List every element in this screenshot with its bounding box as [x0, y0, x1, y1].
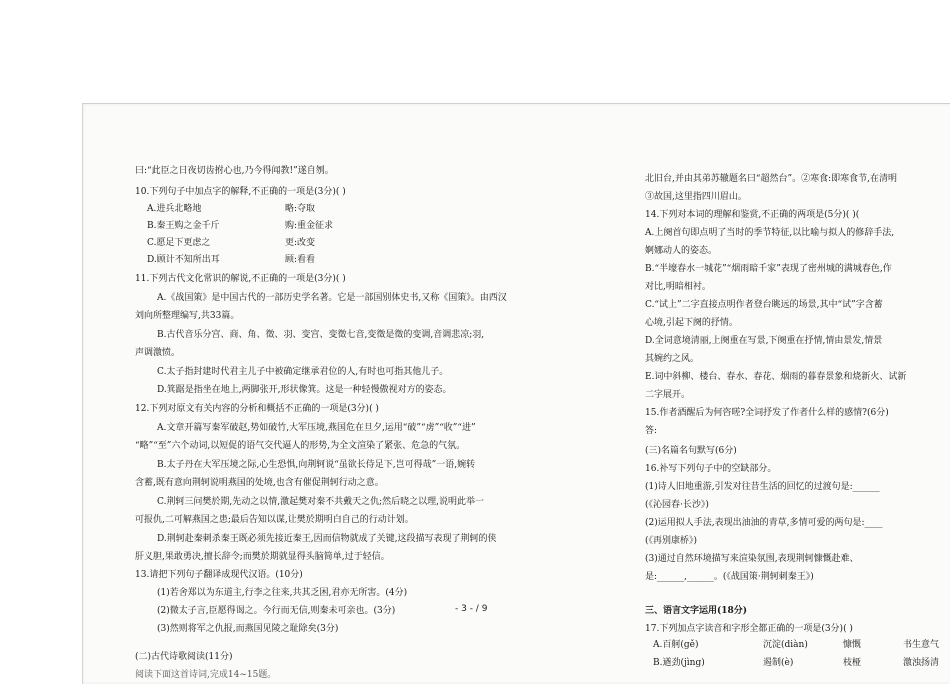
intro-line: 曰:“此臣之日夜切齿拊心也,乃今得闻教!”遂自刎。	[135, 166, 334, 176]
section-2-heading: (二)古代诗歌阅读(11分)	[135, 652, 233, 662]
q12-stem: 12.下列对原文有关内容的分析和概括不正确的一项是(3分)( )	[135, 404, 379, 414]
q17-b-word-1: B.遒劲(jìng)	[653, 658, 705, 668]
q14-option-c-line1: C.“试上”二字直接点明作者登台眺远的场景,其中“试”字含蓄	[645, 300, 883, 310]
q16-item-2-line2: (《再别康桥》)	[645, 536, 698, 546]
q16-item-2-line1: (2)运用拟人手法,表现出油油的青草,多情可爱的两句是:____	[645, 518, 883, 528]
q13-sentence-1: (1)若舍郑以为东道主,行李之往来,共其乏困,君亦无所害。(4分)	[157, 588, 408, 598]
q10-option-c-text: C.愿足下更虑之	[147, 238, 211, 248]
note-line-2: ③故国,这里指四川眉山。	[645, 192, 747, 202]
q17-a-word-2: 沉淀(diàn)	[763, 640, 808, 650]
page-number: - 3 - / 9	[455, 604, 488, 614]
q17-b-word-3: 枝桠	[843, 658, 862, 668]
q10-option-d-gloss: 顾:看看	[285, 255, 316, 265]
q13-stem: 13.请把下列句子翻译成现代汉语。(10分)	[135, 570, 303, 580]
q11-option-a-line2: 刘向所整理编写,共33篇。	[135, 311, 240, 321]
q14-stem: 14.下列对本词的理解和鉴赏,不正确的两项是(5分)( )(	[645, 210, 860, 220]
q12-option-c-line2: 可报仇,二可解燕国之患;最后告知以谋,让樊於期明白自己的行动计划。	[135, 515, 414, 525]
q10-option-d-text: D.顾计不知所出耳	[147, 255, 220, 265]
q12-option-b-line1: B.太子丹在大军压境之际,心生恐惧,向荆轲说“虽欲长侍足下,岂可得哉”一语,婉转	[157, 460, 476, 470]
q14-option-e-line1: E.词中斜柳、楼台、春水、春花、烟雨的暮春景象和烧新火、试新	[645, 372, 907, 382]
q14-option-e-line2: 二字展开。	[645, 390, 691, 400]
q14-option-a-line2: 婀娜动人的姿态。	[645, 246, 718, 256]
q11-option-c: C.太子指封建时代君主儿子中被确定继承君位的人,有时也可指其他儿子。	[157, 367, 449, 377]
q14-option-b-line2: 对比,明暗相衬。	[645, 282, 711, 292]
q16-item-3-line1: (3)通过自然环境描写来渲染氛围,表现荆轲慷慨赴难、	[645, 554, 859, 564]
q13-sentence-2: (2)微太子言,臣愿得谒之。今行而无信,则秦未可亲也。(3分)	[157, 606, 396, 616]
q10-option-b-text: B.秦王购之金千斤	[147, 221, 220, 231]
q10-option-a-gloss: 略:夺取	[285, 204, 316, 214]
section-3-heading: (三)名篇名句默写(6分)	[645, 446, 737, 456]
q14-option-a-line1: A.上阕首句即点明了当时的季节特征,以比喻与拟人的修辞手法,	[645, 228, 895, 238]
q16-item-1-line1: (1)诗人旧地重游,引发对往昔生活的回忆的过渡句是:______	[645, 482, 880, 492]
q16-item-3-line2: 是:______,______。(《战国策·荆轲刺秦王》)	[645, 572, 814, 582]
q16-stem: 16.补写下列句子中的空缺部分。	[645, 464, 777, 474]
q17-b-word-4: 激浊扬清	[903, 658, 940, 668]
q11-stem: 11.下列古代文化常识的解说,不正确的一项是(3分)( )	[135, 274, 346, 284]
q17-b-word-2: 遏制(è)	[763, 658, 794, 668]
q17-a-word-3: 慷慨	[843, 640, 862, 650]
q17-a-word-4: 书生意气	[903, 640, 940, 650]
q10-option-a-text: A.进兵北略地	[147, 204, 202, 214]
q17-stem: 17.下列加点字读音和字形全都正确的一项是(3分)( )	[645, 624, 853, 634]
q11-option-b-line2: 声调激愤。	[135, 348, 181, 358]
q13-sentence-3: (3)然则将军之仇报,而燕国见陵之耻除矣(3分)	[157, 624, 339, 634]
cut-off-line: 阅读下面这首诗词,完成14~15题。	[135, 670, 277, 680]
q14-option-d-line1: D.全词意境清丽,上阕重在写景,下阕重在抒情,情由景发,情景	[645, 336, 883, 346]
q14-option-d-line2: 其婉约之风。	[645, 354, 700, 364]
q14-option-b-line1: B.“半壕春水一城花”“烟雨暗千家”表现了密州城的满城春色,作	[645, 264, 892, 274]
q17-a-word-1: A.百舸(gě)	[653, 640, 699, 650]
q12-option-b-line2: 含蓄,既有意向荆轲说明燕国的处境,也含有催促荆轲行动之意。	[135, 478, 384, 488]
q11-option-a-line1: A.《战国策》是中国古代的一部历史学名著。它是一部国别体史书,又称《国策》。由西汉	[157, 293, 507, 303]
q12-option-a-line1: A.文章开篇写秦军破赵,势如破竹,大军压境,燕国危在旦夕,运用“破”“虏”“收”“进”	[157, 423, 476, 433]
q17-option-a	[653, 640, 950, 652]
q11-option-d: D.箕踞是指坐在地上,两脚张开,形状像箕。这是一种轻慢傲视对方的姿态。	[157, 385, 452, 395]
q12-option-d-line2: 肝义胆,果敢勇决,擅长辞令;而樊於期就显得头脑简单,过于轻信。	[135, 552, 390, 562]
q10-option-b-gloss: 购:重金征求	[285, 221, 334, 231]
q16-item-1-line2: (《沁园春·长沙》)	[645, 500, 709, 510]
q14-option-c-line2: 心境,引起下阕的抒情。	[645, 318, 738, 328]
q11-option-b-line1: B.古代音乐分宫、商、角、徵、羽、变宫、变徵七音,变徵是徵的变调,音调悲凉;羽,	[157, 330, 485, 340]
q15-stem: 15.作者酒醒后为何咨嗟?全词抒发了作者什么样的感情?(6分)	[645, 408, 889, 418]
q12-option-a-line2: “略”“至”六个动词,以短促的语气交代逼人的形势,为全文渲染了紧张、危急的气氛。	[135, 441, 466, 451]
exam-paper-sheet	[82, 103, 950, 684]
q12-option-c-line1: C.荆轲三问樊於期,先动之以情,激起樊对秦不共戴天之仇;然后晓之以理,说明此举一	[157, 497, 485, 507]
q12-option-d-line1: D.荆轲赴秦刺杀秦王既必须先接近秦王,因而信物就成了关键,这段描写表现了荆轲的侠	[157, 534, 497, 544]
q10-stem: 10.下列句子中加点字的解释,不正确的一项是(3分)( )	[135, 187, 346, 197]
q17-option-b	[653, 658, 950, 670]
note-line-1: 北旧台,并由其弟苏辙题名曰“超然台”。②寒食:即寒食节,在清明	[645, 174, 897, 184]
q15-answer-label: 答:	[645, 426, 658, 436]
q10-option-c-gloss: 更:改变	[285, 238, 316, 248]
language-section-heading: 三、语言文字运用(18分)	[645, 606, 748, 616]
